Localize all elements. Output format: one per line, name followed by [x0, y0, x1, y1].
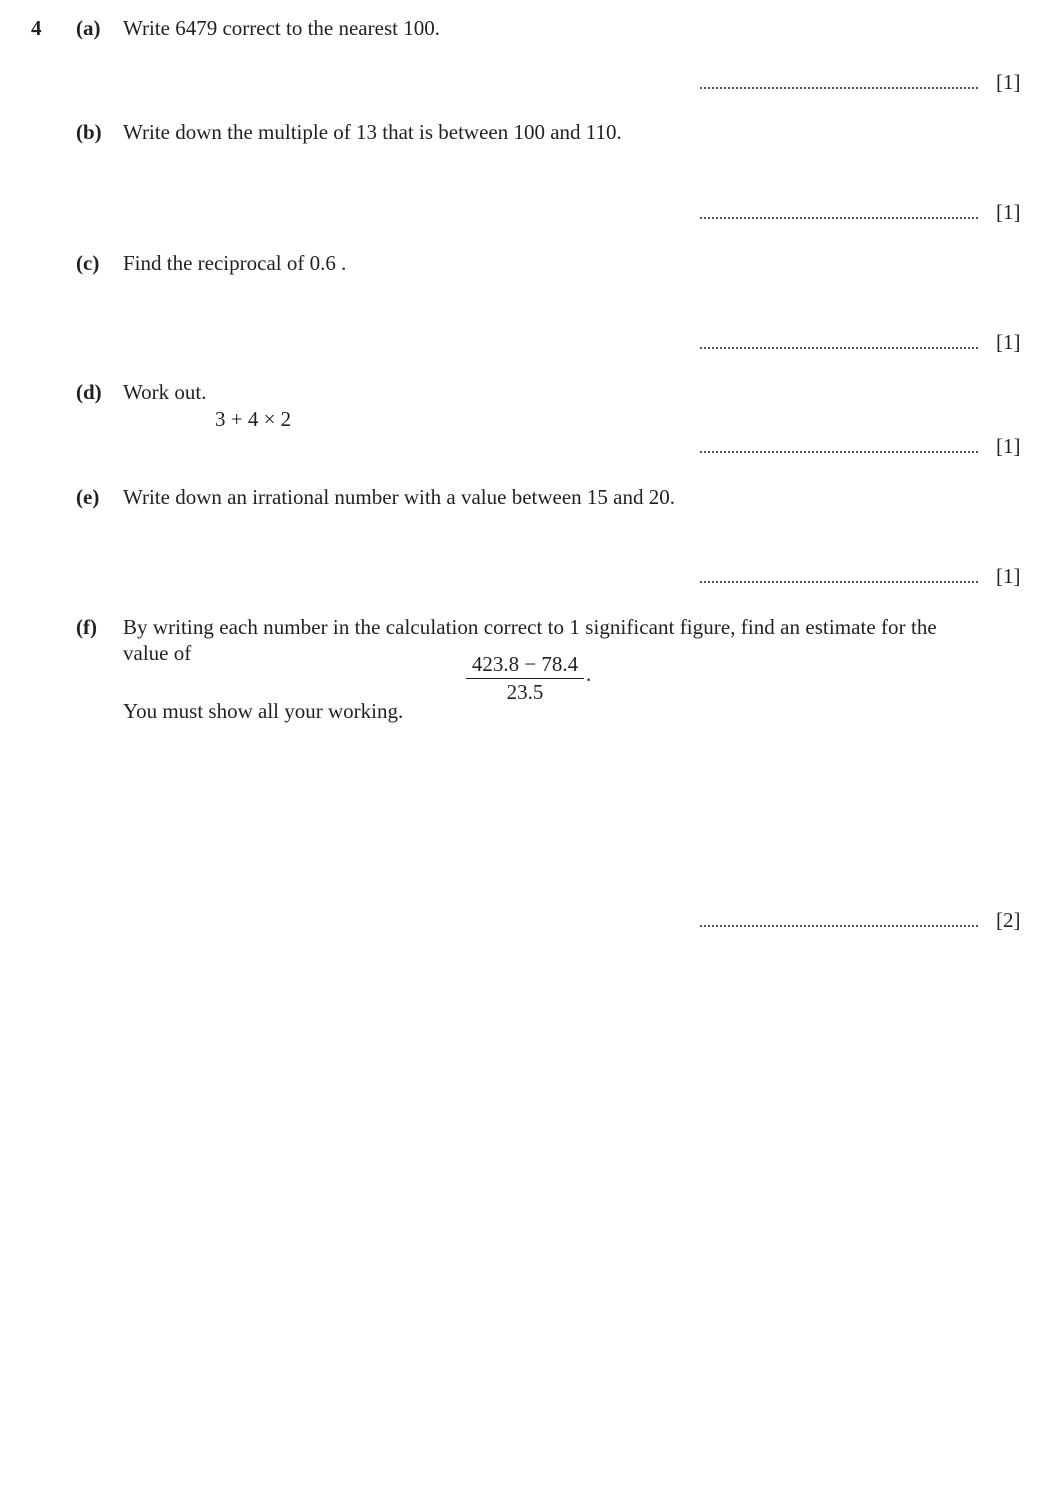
part-d-label: (d): [76, 380, 102, 404]
part-b-mark: [1]: [996, 200, 1021, 224]
fraction-denominator: 23.5: [506, 680, 544, 704]
part-e-mark: [1]: [996, 564, 1021, 588]
part-c-mark: [1]: [996, 330, 1021, 354]
part-f-mark: [2]: [996, 908, 1021, 932]
part-b-text: Write down the multiple of 13 that is between 100 and 110.: [123, 120, 622, 144]
part-d-expression: 3 + 4 × 2: [215, 407, 292, 431]
fraction-terminator: .: [586, 662, 592, 686]
question-number: 4: [31, 16, 42, 40]
part-e-label: (e): [76, 485, 100, 509]
part-a-text: Write 6479 correct to the nearest 100.: [123, 16, 440, 40]
part-a-mark: [1]: [996, 70, 1021, 94]
part-a-label: (a): [76, 16, 101, 40]
part-c-label: (c): [76, 251, 100, 275]
part-c-answer-line[interactable]: [700, 347, 978, 349]
part-a-answer-line[interactable]: [700, 87, 978, 89]
part-b-answer-line[interactable]: [700, 217, 978, 219]
part-e-text: Write down an irrational number with a value between 15 and 20.: [123, 485, 675, 509]
part-d-mark: [1]: [996, 434, 1021, 458]
part-f-fraction: [466, 654, 584, 703]
part-d-text: Work out.: [123, 380, 207, 404]
part-f-answer-line[interactable]: [700, 925, 978, 927]
part-f-label: (f): [76, 615, 97, 639]
part-f-text-line2: value of: [123, 641, 192, 665]
fraction-numerator: 423.8 − 78.4: [471, 652, 579, 676]
part-f-instruction: You must show all your working.: [123, 699, 404, 723]
part-c-text: Find the reciprocal of 0.6 .: [123, 251, 347, 275]
part-b-label: (b): [76, 120, 102, 144]
part-d-answer-line[interactable]: [700, 451, 978, 453]
part-f-text-line1: By writing each number in the calculation correct to 1 significant figure, find an estimate for the: [123, 615, 937, 639]
part-e-answer-line[interactable]: [700, 581, 978, 583]
